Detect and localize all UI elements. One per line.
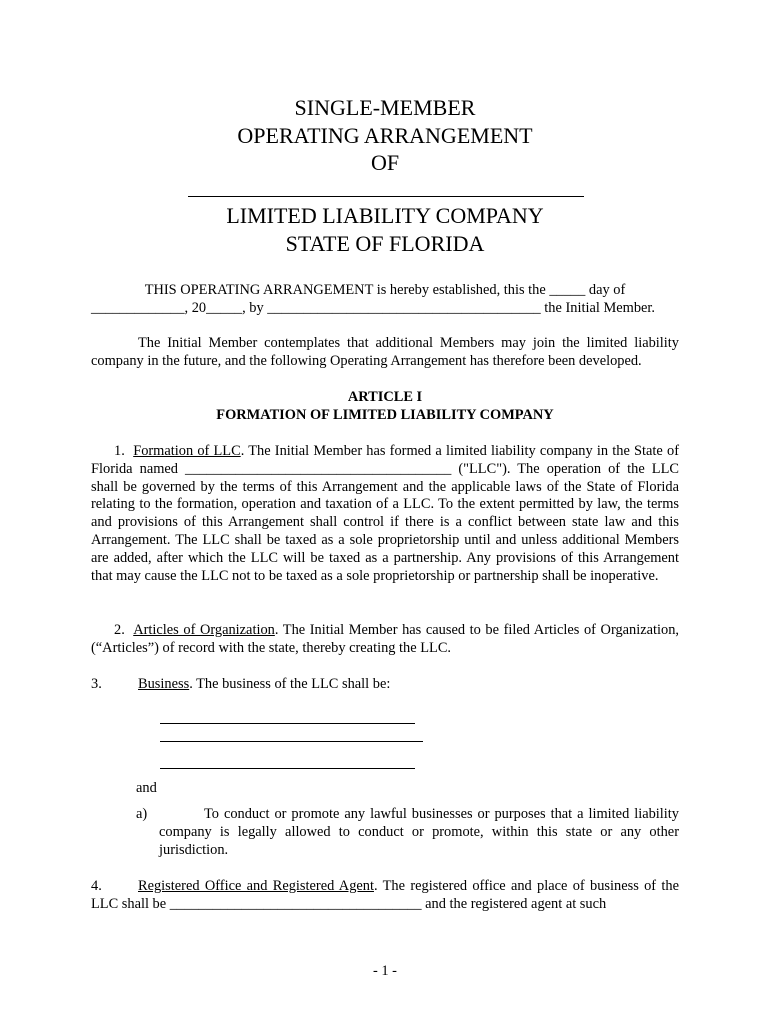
title-line-4: LIMITED LIABILITY COMPANY	[226, 203, 544, 228]
section-2-heading: Articles of Organization	[133, 622, 275, 638]
section-1-heading: Formation of LLC	[133, 443, 241, 459]
title-line-5: STATE OF FLORIDA	[285, 231, 485, 256]
section-3-text: . The business of the LLC shall be:	[189, 676, 391, 692]
section-3-number: 3.	[91, 676, 102, 692]
section-4-heading: Registered Office and Registered Agent	[138, 878, 374, 894]
intro-paragraph-2: The Initial Member contemplates that additional Members may join the limited liability company in the future, and the following Operating Arrangement has therefore been developed.	[91, 335, 679, 369]
item-a-text: To conduct or promote any lawful businesses or purposes that a limited liability company is legally allowed to conduct or promote, within this state or any other jurisdiction.	[159, 806, 679, 858]
title-line-1: SINGLE-MEMBER	[294, 95, 476, 120]
section-1	[91, 443, 679, 585]
section-1-number: 1.	[114, 443, 125, 459]
section-2-number: 2.	[114, 622, 125, 638]
section-4-number: 4.	[91, 878, 102, 894]
section-4	[91, 878, 679, 914]
business-blank-1	[160, 723, 415, 724]
section-3-heading: Business	[138, 676, 190, 692]
page-number: - 1 -	[373, 963, 397, 979]
section-3-and: and	[136, 780, 157, 796]
section-1-text: . The Initial Member has formed a limited liability company in the State of Florida named _____________________________________ ("LLC"). The operation of the LLC shall be governed by the terms of this Arrangement and the applicable laws of the State of Florida relating to the formation, operation and taxation of a LLC. To the extent permitted by law, the terms and provisions of this Arrangement shall control if there is a conflict between state law and this Arrangement. The LLC shall be taxed as a sole proprietorship until and unless additional Members are added, after which the LLC will be taxed as a partnership. Any provisions of this Arrangement that may cause the LLC not to be taxed as a sole proprietorship or partnership shall be inoperative.	[91, 443, 679, 584]
section-2-text: . The Initial Member has caused to be filed Articles of Organization, (“Articles”) of record with the state, thereby creating the LLC.	[91, 622, 680, 656]
business-blank-3	[160, 768, 415, 769]
business-blank-2	[160, 741, 423, 742]
company-name-blank	[188, 196, 584, 197]
title-line-3: OF	[370, 150, 400, 175]
intro-line-1: THIS OPERATING ARRANGEMENT is hereby established, this the _____ day of	[144, 282, 626, 298]
section-3	[91, 676, 679, 694]
title-line-2: OPERATING ARRANGEMENT	[237, 123, 533, 148]
article-number: ARTICLE I	[347, 389, 423, 405]
article-heading: FORMATION OF LIMITED LIABILITY COMPANY	[216, 407, 554, 423]
item-a-label: a)	[136, 806, 148, 822]
section-4-text: . The registered office and place of business of the LLC shall be ___________________________________ and the registered agent at such	[91, 878, 679, 912]
section-2	[91, 622, 679, 658]
intro-line-2: _____________, 20_____, by ______________________________________ the Initial Member.	[91, 300, 656, 316]
